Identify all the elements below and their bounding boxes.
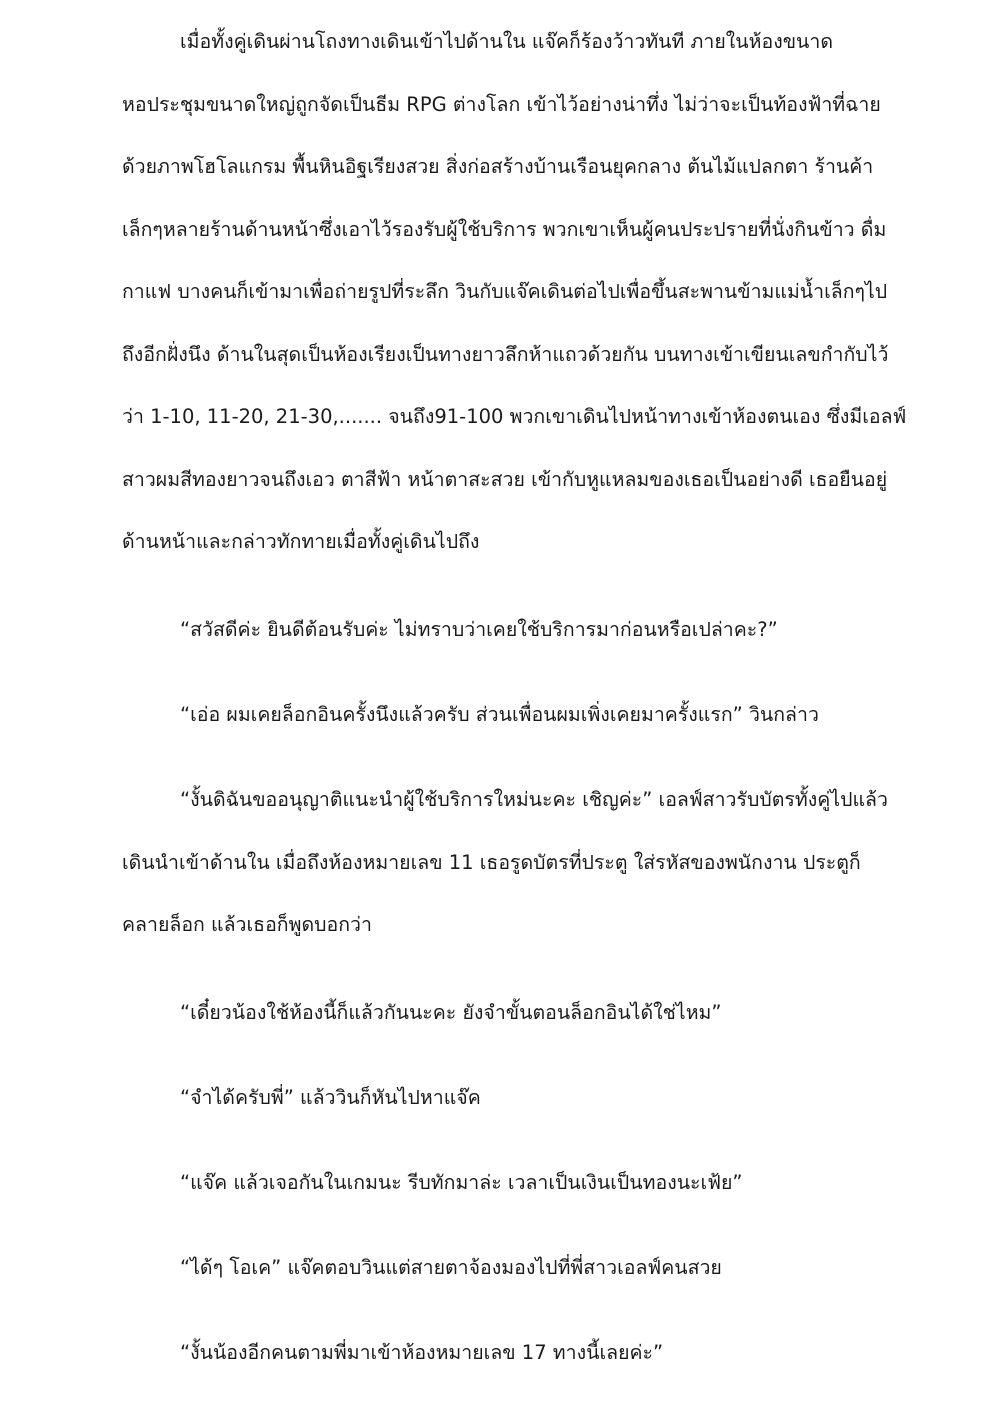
text-line: ถึงอีกฝั่งนึง ด้านในสุดเป็นห้องเรียงเป็นทางยาวลึกห้าแถวด้วยกัน บนทางเข้าเขียนเลขกำกับไว้: [122, 343, 889, 366]
paragraph-1-line-8: [0, 460, 1000, 500]
text-line: สาวผมสีทองยาวจนถึงเอว ตาสีฟ้า หน้าตาสะสวย เข้ากับหูแหลมของเธอเป็นอย่างดี เธอยืนอยู่: [122, 468, 888, 491]
dialogue-line-3: [0, 993, 1000, 1033]
text-line: “เอ่อ ผมเคยล็อกอินครั้งนึงแล้วครับ ส่วนเพื่อนผมเพิ่งเคยมาครั้งแรก” วินกล่าว: [180, 703, 819, 726]
text-line: “สวัสดีค่ะ ยินดีต้อนรับค่ะ ไม่ทราบว่าเคยใช้บริการมาก่อนหรือเปล่าคะ?”: [180, 618, 778, 641]
text-line: “จำได้ครับพี่” แล้ววินก็หันไปหาแจ๊ค: [180, 1086, 481, 1109]
paragraph-1-line-3: [0, 147, 1000, 187]
text-line: “งั้นดิฉันขออนุญาติแนะนำผู้ใช้บริการใหม่นะคะ เชิญค่ะ” เอลฟ์สาวรับบัตรทั้งคู่ไปแล้ว: [180, 788, 888, 811]
text-line: คลายล็อก แล้วเธอก็พูดบอกว่า: [122, 913, 372, 936]
text-line: หอประชุมขนาดใหญ่ถูกจัดเป็นธีม RPG ต่างโลก เข้าไว้อย่างน่าทึ่ง ไม่ว่าจะเป็นท้องฟ้าที่ฉาย: [122, 93, 881, 116]
dialogue-line-2: [0, 695, 1000, 735]
paragraph-1-line-5: [0, 272, 1000, 312]
paragraph-1-line-4: [0, 210, 1000, 250]
paragraph-2-line-2: [0, 843, 1000, 883]
paragraph-2-line-3: [0, 905, 1000, 945]
text-line: เมื่อทั้งคู่เดินผ่านโถงทางเดินเข้าไปด้านใน แจ๊คก็ร้องว้าวทันที ภายในห้องขนาด: [180, 30, 834, 53]
paragraph-2-line-1: [0, 780, 1000, 820]
text-line: ด้วยภาพโฮโลแกรม พื้นหินอิฐเรียงสวย สิ่งก่อสร้างบ้านเรือนยุคกลาง ต้นไม้แปลกตา ร้านค้า: [122, 155, 874, 178]
text-line: ว่า 1-10, 11-20, 21-30,....... จนถึง91-100 พวกเขาเดินไปหน้าทางเข้าห้องตนเอง ซึ่งมีเอลฟ์: [122, 405, 907, 428]
paragraph-1-line-9: [0, 522, 1000, 562]
dialogue-line-5: [0, 1163, 1000, 1203]
paragraph-1-line-2: [0, 85, 1000, 125]
text-line: “เดี๋ยวน้องใช้ห้องนี้ก็แล้วกันนะคะ ยังจำขั้นตอนล็อกอินได้ใช่ไหม”: [180, 1001, 722, 1024]
paragraph-1-line-7: [0, 397, 1000, 437]
text-line: ด้านหน้าและกล่าวทักทายเมื่อทั้งคู่เดินไปถึง: [122, 530, 480, 553]
text-line: “แจ๊ค แล้วเจอกันในเกมนะ รีบทักมาล่ะ เวลาเป็นเงินเป็นทองนะเฟ้ย”: [180, 1171, 743, 1194]
text-line: เล็กๆหลายร้านด้านหน้าซึ่งเอาไว้รองรับผู้ใช้บริการ พวกเขาเห็นผู้คนประปรายที่นั่งกินข้าว ดื่ม: [122, 218, 887, 241]
text-line: กาแฟ บางคนก็เข้ามาเพื่อถ่ายรูปที่ระลึก วินกับแจ๊คเดินต่อไปเพื่อขึ้นสะพานข้ามแม่น้ำเล็กๆไป: [122, 280, 888, 303]
text-line: “งั้นน้องอีกคนตามพี่มาเข้าห้องหมายเลข 17 ทางนี้เลยค่ะ”: [180, 1341, 664, 1364]
dialogue-line-1: [0, 610, 1000, 650]
text-line: “ได้ๆ โอเค” แจ๊คตอบวินแต่สายตาจ้องมองไปที่พี่สาวเอลฟ์คนสวย: [180, 1256, 722, 1279]
paragraph-1-line-6: [0, 335, 1000, 375]
dialogue-line-4: [0, 1078, 1000, 1118]
paragraph-1-line-1: [0, 22, 1000, 62]
dialogue-line-7: [0, 1333, 1000, 1373]
text-line: เดินนำเข้าด้านใน เมื่อถึงห้องหมายเลข 11 เธอรูดบัตรที่ประตู ใส่รหัสของพนักงาน ประตูก็: [122, 851, 861, 874]
dialogue-line-6: [0, 1248, 1000, 1288]
